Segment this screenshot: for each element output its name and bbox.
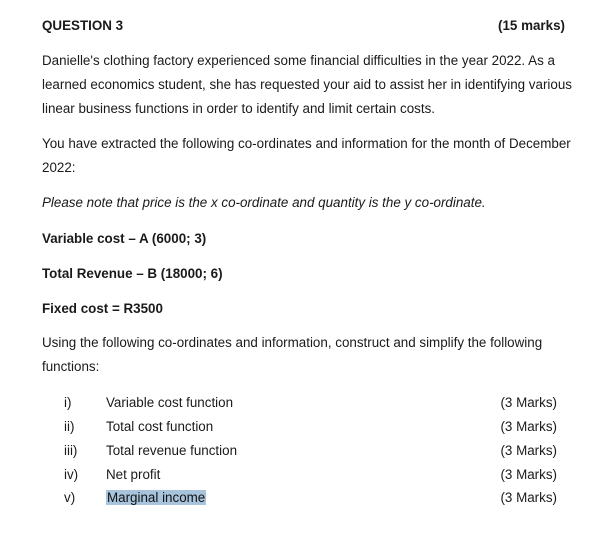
item-number: iv) [64,467,79,482]
item-number: v) [64,490,76,505]
item-marks: (3 Marks) [500,443,557,458]
item-number: ii) [64,419,75,434]
question-title: QUESTION 3 [42,18,124,33]
item-label: Total cost function [106,419,214,434]
instruction-paragraph: Using the following co-ordinates and information, construct and simplify the following functions: [42,335,543,374]
fixed-cost-info: Fixed cost = R3500 [42,301,163,316]
item-number: i) [64,395,72,410]
item-label: Net profit [106,467,161,482]
item-number: iii) [64,443,78,458]
question-total-marks: (15 marks) [498,18,565,33]
item-label: Variable cost function [106,395,234,410]
item-label: Total revenue function [106,443,238,458]
item-marks: (3 Marks) [500,490,557,505]
variable-cost-info: Variable cost – A (6000; 3) [42,231,207,246]
item-marks: (3 Marks) [500,395,557,410]
item-marks: (3 Marks) [500,419,557,434]
item-marks: (3 Marks) [500,467,557,482]
coordinate-note: Please note that price is the x co-ordinate and quantity is the y co-ordinate. [42,195,486,210]
total-revenue-info: Total Revenue – B (18000; 6) [42,266,223,281]
item-label-highlighted[interactable] [106,490,206,505]
extracted-paragraph: You have extracted the following co-ordinates and information for the month of December 2022: [42,136,571,175]
intro-paragraph: Danielle's clothing factory experienced some financial difficulties in the year 2022. As a learned economics student, she has requested your aid to assist her in identifying various linear business functions in order to identify and limit certain costs. [42,53,572,116]
selected-text[interactable]: Marginal income [107,490,206,505]
